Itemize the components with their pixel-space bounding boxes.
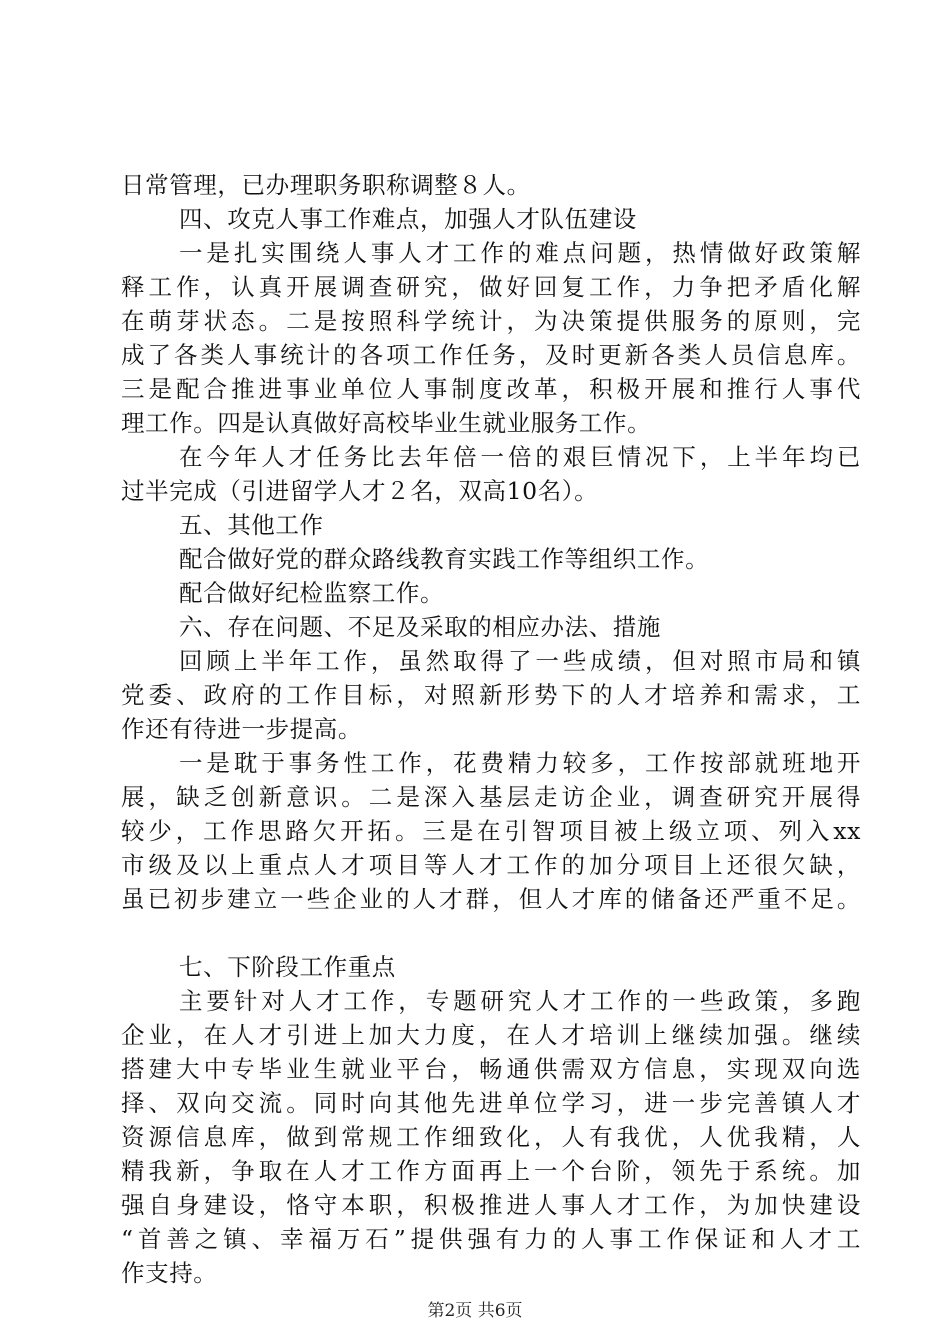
paragraph-line: 搭建大中专毕业生就业平台，畅通供需双方信息，实现双向选 bbox=[121, 1055, 861, 1083]
page-number-footer: 第2页 共6页 bbox=[427, 1301, 523, 1321]
section-heading: 六、存在问题、不足及采取的相应办法、措施 bbox=[179, 613, 661, 641]
paragraph-line: 作还有待进一步提高。 bbox=[121, 715, 362, 743]
paragraph-line: 作支持。 bbox=[121, 1259, 218, 1287]
paragraph-line: 在萌芽状态。二是按照科学统计，为决策提供服务的原则，完 bbox=[121, 307, 861, 335]
paragraph-line: 在今年人才任务比去年倍一倍的艰巨情况下，上半年均已 bbox=[179, 443, 861, 471]
paragraph-line: 展，缺乏创新意识。二是深入基层走访企业，调查研究开展得 bbox=[121, 783, 861, 811]
paragraph-line: 释工作，认真开展调查研究，做好回复工作，力争把矛盾化解 bbox=[121, 273, 861, 301]
paragraph-line: 主要针对人才工作，专题研究人才工作的一些政策，多跑 bbox=[179, 987, 861, 1015]
paragraph-line: 日常管理，已办理职务职称调整８人。 bbox=[121, 171, 531, 199]
section-heading: 七、下阶段工作重点 bbox=[179, 953, 396, 981]
paragraph-line: 配合做好纪检监察工作。 bbox=[179, 579, 445, 607]
section-heading: 四、攻克人事工作难点，加强人才队伍建设 bbox=[179, 205, 637, 233]
paragraph-line: 较少，工作思路欠开拓。三是在引智项目被上级立项、列入xx bbox=[121, 817, 861, 845]
paragraph-line: 择、双向交流。同时向其他先进单位学习，进一步完善镇人才 bbox=[121, 1089, 861, 1117]
paragraph-line: 回顾上半年工作，虽然取得了一些成绩，但对照市局和镇 bbox=[179, 647, 861, 675]
paragraph-line: 三是配合推进事业单位人事制度改革，积极开展和推行人事代 bbox=[121, 375, 861, 403]
paragraph-line: 成了各类人事统计的各项工作任务，及时更新各类人员信息库。 bbox=[121, 341, 861, 369]
paragraph-line: 一是扎实围绕人事人才工作的难点问题，热情做好政策解 bbox=[179, 239, 861, 267]
paragraph-line: 配合做好党的群众路线教育实践工作等组织工作。 bbox=[179, 545, 710, 573]
section-heading: 五、其他工作 bbox=[179, 511, 324, 539]
paragraph-line: 资源信息库，做到常规工作细致化，人有我优，人优我精，人 bbox=[121, 1123, 861, 1151]
paragraph-line: “首善之镇、幸福万石”提供强有力的人事工作保证和人才工 bbox=[121, 1225, 861, 1253]
paragraph-line: 企业，在人才引进上加大力度，在人才培训上继续加强。继续 bbox=[121, 1021, 861, 1049]
paragraph-line: 过半完成（引进留学人才２名，双高10名）。 bbox=[121, 477, 599, 505]
paragraph-line: 精我新，争取在人才工作方面再上一个台阶，领先于系统。加 bbox=[121, 1157, 861, 1185]
paragraph-line: 理工作。四是认真做好高校毕业生就业服务工作。 bbox=[121, 409, 652, 437]
paragraph-line: 虽已初步建立一些企业的人才群，但人才库的储备还严重不足。 bbox=[121, 885, 861, 913]
paragraph-line: 一是耽于事务性工作，花费精力较多，工作按部就班地开 bbox=[179, 749, 861, 777]
paragraph-line: 市级及以上重点人才项目等人才工作的加分项目上还很欠缺， bbox=[121, 851, 861, 879]
paragraph-line: 强自身建设，恪守本职，积极推进人事人才工作，为加快建设 bbox=[121, 1191, 861, 1219]
paragraph-line: 党委、政府的工作目标，对照新形势下的人才培养和需求，工 bbox=[121, 681, 861, 709]
